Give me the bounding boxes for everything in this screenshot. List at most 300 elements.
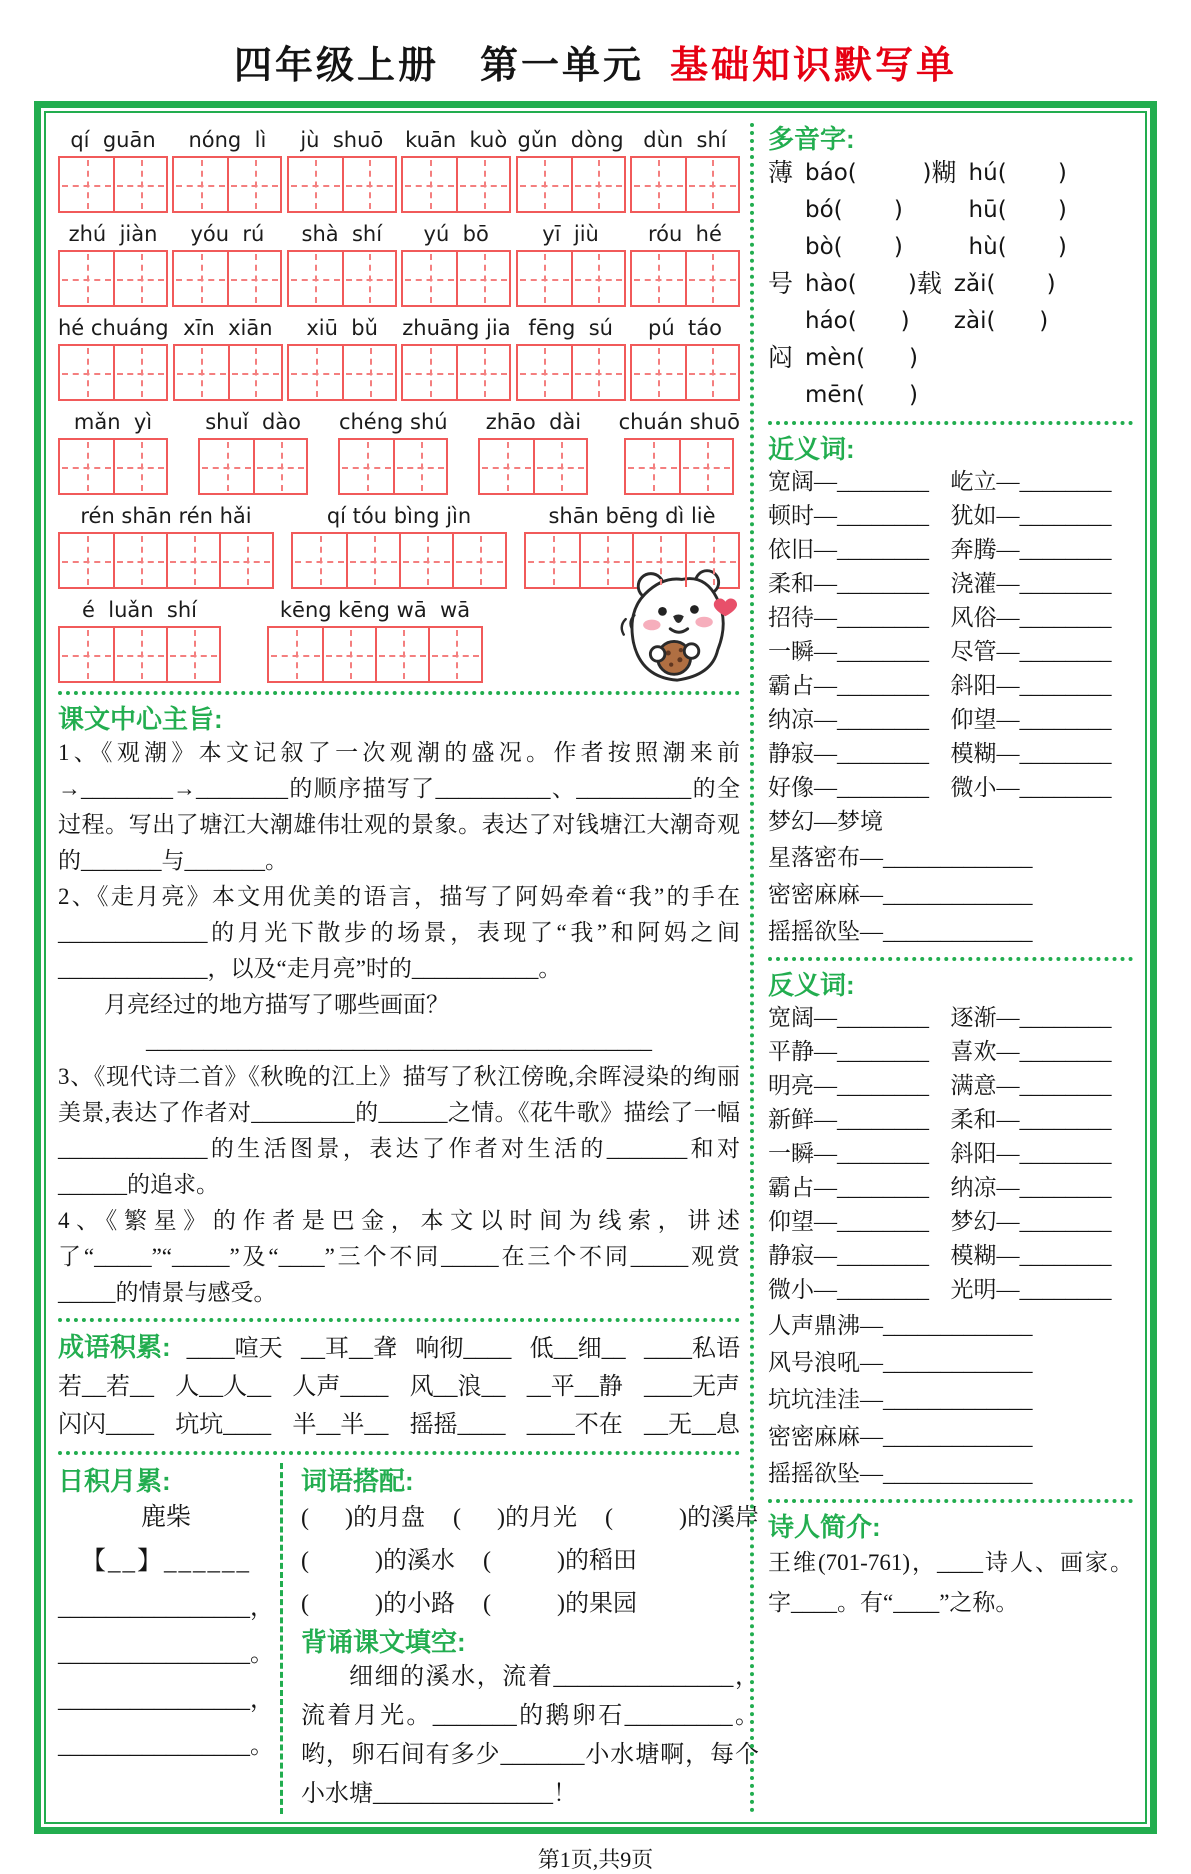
- pinyin-word-block: [267, 597, 483, 683]
- synonym-pair: [768, 567, 1133, 601]
- polyphone-groups: [768, 155, 1133, 414]
- idiom-item: ____喧天: [186, 1336, 283, 1362]
- dotted-divider: [58, 1318, 740, 1322]
- collocation-item: ( )的月光: [452, 1505, 577, 1531]
- idiom-item: 坑坑____: [175, 1412, 272, 1438]
- tianzige-cell: [322, 628, 375, 681]
- tianzige-cell: [60, 252, 113, 305]
- theme-paragraph-4: 4、《繁星》的作者是巴金，本文以时间为线索，讲述了“_____”“_____”及“____”三个不同_____在三个不同_____观赏_____的情景与感受。: [58, 1208, 740, 1305]
- page-title: [0, 34, 1191, 89]
- polyphone-entry: [917, 266, 1056, 340]
- tianzige-cell: [456, 346, 509, 399]
- pinyin-row: [58, 221, 740, 307]
- pinyin-row: [58, 503, 740, 589]
- collocation-item: ( )的溪岸: [604, 1505, 759, 1531]
- tianzige-cell: [166, 534, 219, 587]
- antonym-right: 梦幻—________: [950, 1209, 1112, 1234]
- tianzige-cell: [679, 440, 732, 493]
- dotted-divider: [768, 1499, 1133, 1503]
- poem-author-blank: 【__】______: [80, 1548, 251, 1575]
- idiom-items: [58, 1368, 740, 1406]
- tianzige-cell: [200, 440, 253, 493]
- pinyin-word-block: [287, 221, 397, 307]
- antonym-left: 明亮—________: [768, 1073, 929, 1098]
- synonym-long-item: 密密麻麻—_____________: [768, 882, 1033, 907]
- polyphone-row: [768, 155, 1133, 266]
- theme-question: 月亮经过的地方描写了哪些画面？: [104, 992, 449, 1017]
- tianzige-cell: [403, 346, 456, 399]
- collocation-item: ( )的月盘: [301, 1505, 425, 1531]
- antonym-right: 光明—________: [950, 1277, 1112, 1302]
- tianzige-cell: [526, 534, 579, 587]
- tianzige-grid: [401, 156, 511, 213]
- idiom-item: ____私语: [643, 1336, 740, 1362]
- tianzige-grid: [516, 344, 626, 401]
- synonym-left: 依旧—________: [768, 537, 929, 562]
- tianzige-cell: [174, 252, 227, 305]
- pinyin-word-block: [401, 127, 511, 213]
- polyphone-reading: zǎi( ): [953, 271, 1056, 297]
- antonym-pair: [768, 1205, 1133, 1239]
- antonym-pair: [768, 1137, 1133, 1171]
- theme-paragraph-2: 2、《走月亮》本文用优美的语言，描写了阿妈牵着“我”的手在_____________的月光下散步的场景，表现了“我”和阿妈之间_____________，以及“走月亮”时的___________。: [58, 884, 740, 981]
- pinyin-word-block: [630, 221, 740, 307]
- polyphone-reading: hū( ): [968, 197, 1067, 223]
- synonym-left: 纳凉—________: [768, 707, 929, 732]
- tianzige-grid: [58, 250, 168, 307]
- synonym-right: 尽管—________: [950, 639, 1112, 664]
- polyphone-row: [768, 340, 1133, 414]
- synonym-left: 柔和—________: [768, 571, 929, 596]
- tianzige-grid: [58, 344, 168, 401]
- collocation-item: ( )的小路: [301, 1591, 455, 1617]
- tianzige-cell: [685, 534, 738, 587]
- tianzige-grid: [287, 156, 397, 213]
- antonym-right: 斜阳—________: [950, 1141, 1112, 1166]
- idiom-items: [187, 1330, 740, 1368]
- pinyin-word-block: [516, 221, 626, 307]
- tianzige-cell: [340, 440, 393, 493]
- polyphone-reading: hào( ): [805, 271, 917, 297]
- pinyin-word-block: [172, 221, 282, 307]
- section-label-chengyu: 成语积累:: [58, 1332, 171, 1362]
- pinyin-word-block: [58, 597, 221, 683]
- tianzige-grid: [58, 626, 221, 683]
- idiom-item: 半__半__: [292, 1412, 389, 1438]
- pinyin-label: qí tóu bìng jìn: [326, 504, 472, 528]
- section-label-jinyici: 近义词:: [768, 434, 855, 464]
- recitation-fill-section: [301, 1626, 759, 1814]
- antonym-right: 喜欢—________: [950, 1039, 1112, 1064]
- antonym-long-item: 人声鼎沸—_____________: [768, 1313, 1033, 1338]
- worksheet-frame: [34, 101, 1157, 1834]
- tianzige-cell: [289, 158, 342, 211]
- antonym-right: 纳凉—________: [950, 1175, 1112, 1200]
- pinyin-word-block: [173, 315, 283, 401]
- tianzige-cell: [60, 346, 113, 399]
- tianzige-cell: [253, 440, 306, 493]
- tianzige-cell: [452, 534, 505, 587]
- tianzige-cell: [571, 346, 624, 399]
- tianzige-cell: [346, 534, 399, 587]
- tianzige-grid: [630, 344, 740, 401]
- synonym-right: 仰望—________: [950, 707, 1112, 732]
- tianzige-cell: [60, 440, 113, 493]
- section-label-dapei: 词语搭配:: [301, 1466, 414, 1496]
- theme-paragraph-1: 1、《观潮》本文记叙了一次观潮的盛况。作者按照潮来前→________→________的顺序描写了__________、__________的全过程。写出了塘江大潮雄伟壮观的景象。表达了对钱塘江大潮奇观的_______与_______。: [58, 740, 740, 873]
- polyphone-character: 闷: [768, 345, 794, 372]
- pinyin-word-block: [172, 127, 282, 213]
- tianzige-cell: [399, 534, 452, 587]
- section-label-fanyici: 反义词:: [768, 970, 855, 1000]
- antonym-right: 柔和—________: [950, 1107, 1112, 1132]
- tianzige-cell: [632, 534, 685, 587]
- pinyin-label: dùn shí: [643, 128, 727, 152]
- pinyin-label: yóu rú: [190, 222, 265, 246]
- poet-intro-section: [768, 1511, 1133, 1623]
- pinyin-word-block: [478, 409, 588, 495]
- polyphone-readings: [805, 266, 917, 340]
- pinyin-word-block: [58, 221, 168, 307]
- synonym-right: 模糊—________: [950, 741, 1112, 766]
- synonym-long-item: 摇摇欲坠—_____________: [768, 919, 1033, 944]
- polyphone-readings: [969, 155, 1067, 266]
- pinyin-label: é luǎn shí: [81, 598, 198, 622]
- pinyin-label: yī jiù: [542, 222, 599, 246]
- tianzige-cell: [113, 252, 166, 305]
- idiom-items: [58, 1406, 740, 1444]
- antonym-left: 平静—________: [768, 1039, 929, 1064]
- tianzige-cell: [113, 534, 166, 587]
- tianzige-cell: [403, 252, 456, 305]
- page-title-black: 四年级上册 第一单元: [233, 45, 644, 87]
- pinyin-label: xīn xiān: [183, 316, 273, 340]
- tianzige-cell: [571, 252, 624, 305]
- idiom-item: 摇摇____: [409, 1412, 506, 1438]
- synonym-given: 梦幻—梦境: [768, 809, 883, 834]
- pinyin-label: gǔn dòng: [517, 128, 624, 152]
- synonym-pairs: [768, 465, 1133, 805]
- pinyin-label: mǎn yì: [73, 410, 153, 434]
- idiom-item: 响彻____: [415, 1336, 512, 1362]
- antonym-pairs: [768, 1001, 1133, 1307]
- tianzige-grid: [624, 438, 734, 495]
- synonym-pair: [768, 601, 1133, 635]
- idiom-item: ____无声: [643, 1374, 740, 1400]
- synonym-right: 微小—________: [950, 775, 1112, 800]
- poem-blank-line: ________________，: [58, 1687, 274, 1713]
- tianzige-cell: [480, 440, 533, 493]
- tianzige-cell: [342, 252, 395, 305]
- tianzige-cell: [518, 252, 571, 305]
- poem-blank-line: ________________。: [58, 1641, 274, 1667]
- poem-blank-lines: [58, 1585, 274, 1769]
- antonym-left: 宽阔—________: [768, 1005, 929, 1030]
- synonym-left: 好像—________: [768, 775, 929, 800]
- tianzige-cell: [219, 534, 272, 587]
- antonym-right: 模糊—________: [950, 1243, 1112, 1268]
- antonym-left: 霸占—________: [768, 1175, 929, 1200]
- polyphone-readings: [954, 266, 1056, 340]
- antonym-pair: [768, 1035, 1133, 1069]
- idiom-item: __无__息: [643, 1412, 740, 1438]
- tianzige-grid: [516, 156, 626, 213]
- tianzige-grid: [287, 250, 397, 307]
- tianzige-cell: [227, 158, 280, 211]
- pinyin-word-block: [287, 127, 397, 213]
- antonym-long-items: [768, 1307, 1133, 1492]
- pinyin-label: zhāo dài: [485, 410, 582, 434]
- synonym-pair: [768, 465, 1133, 499]
- tianzige-cell: [228, 346, 281, 399]
- synonym-right: 犹如—________: [950, 503, 1112, 528]
- page-footer: 第1页,共9页: [537, 1847, 654, 1872]
- synonym-pair: [768, 771, 1133, 805]
- pinyin-word-block: [630, 127, 740, 213]
- antonym-right: 逐渐—________: [950, 1005, 1112, 1030]
- antonym-pair: [768, 1069, 1133, 1103]
- antonym-left: 仰望—________: [768, 1209, 929, 1234]
- polyphone-entry: [768, 340, 918, 414]
- tianzige-cell: [227, 252, 280, 305]
- idiom-row: [58, 1406, 740, 1444]
- tianzige-cell: [269, 628, 322, 681]
- tianzige-grid: [478, 438, 588, 495]
- pinyin-word-block: [58, 127, 168, 213]
- idiom-item: 风__浪__: [409, 1374, 506, 1400]
- polyphone-reading: bó( ): [805, 197, 903, 223]
- tianzige-grid: [401, 344, 511, 401]
- polyphone-character: 糊: [931, 160, 957, 187]
- tianzige-grid: [630, 250, 740, 307]
- dotted-divider: [768, 421, 1133, 425]
- tianzige-cell: [289, 346, 342, 399]
- idiom-item: __耳__聋: [301, 1336, 397, 1362]
- pinyin-label: zhú jiàn: [68, 222, 158, 246]
- pinyin-label: nóng lì: [188, 128, 267, 152]
- synonym-pair: [768, 499, 1133, 533]
- page-title-red: 基础知识默写单: [670, 45, 958, 87]
- daily-accumulation-section: [58, 1463, 274, 1814]
- synonym-pair: [768, 635, 1133, 669]
- antonym-section: [768, 969, 1133, 1492]
- antonym-pair: [768, 1001, 1133, 1035]
- polyphone-reading: zài( ): [953, 308, 1049, 334]
- pinyin-word-block: [630, 315, 740, 401]
- idiom-row: [58, 1368, 740, 1406]
- pinyin-word-block: [516, 315, 626, 401]
- pinyin-label: chuán shuō: [618, 410, 740, 434]
- tianzige-cell: [342, 346, 395, 399]
- tianzige-grid: [516, 250, 626, 307]
- idiom-item: __平__静: [526, 1374, 623, 1400]
- pinyin-label: xiū bǔ: [306, 316, 378, 340]
- pinyin-label: pú táo: [648, 316, 722, 340]
- idiom-item: 人__人__: [175, 1374, 272, 1400]
- tianzige-cell: [60, 628, 113, 681]
- polyphone-section: [768, 123, 1133, 414]
- pinyin-word-block: [401, 315, 511, 401]
- text-theme-section: [58, 703, 740, 1311]
- tianzige-grid: [172, 156, 282, 213]
- tianzige-cell: [342, 158, 395, 211]
- synonym-left: 宽阔—________: [768, 469, 929, 494]
- pinyin-label: shuǐ dào: [205, 410, 302, 434]
- synonym-pair: [768, 703, 1133, 737]
- polyphone-entry: [768, 155, 932, 266]
- pinyin-label: kēng kēng wā wā: [279, 598, 471, 622]
- tianzige-cell: [579, 534, 632, 587]
- synonym-right: 屹立—________: [950, 469, 1112, 494]
- polyphone-reading: bò( ): [805, 234, 903, 260]
- tianzige-cell: [685, 158, 738, 211]
- pinyin-word-block: [516, 127, 626, 213]
- idiom-item: 低__细__: [529, 1336, 626, 1362]
- synonym-pair: [768, 737, 1133, 771]
- tianzige-cell: [175, 346, 228, 399]
- tianzige-cell: [60, 158, 113, 211]
- antonym-pair: [768, 1239, 1133, 1273]
- tianzige-cell: [428, 628, 481, 681]
- section-label-beisong: 背诵课文填空:: [301, 1627, 466, 1657]
- idiom-item: ____不在: [526, 1412, 623, 1438]
- synonym-pair: [768, 669, 1133, 703]
- tianzige-cell: [375, 628, 428, 681]
- tianzige-cell: [393, 440, 446, 493]
- tianzige-cell: [113, 346, 166, 399]
- synonym-left: 霸占—________: [768, 673, 929, 698]
- poet-intro-text: 王维(701-761)，____诗人、画家。字____。有“____”之称。: [768, 1550, 1133, 1615]
- tianzige-grid: [401, 250, 511, 307]
- pinyin-label: róu hé: [647, 222, 722, 246]
- synonym-section: [768, 433, 1133, 950]
- collocation-row: [301, 1497, 759, 1540]
- antonym-left: 微小—________: [768, 1277, 929, 1302]
- pinyin-word-block: [524, 503, 740, 589]
- polyphone-reading: hú( ): [968, 160, 1067, 186]
- collocation-row: [301, 1540, 759, 1583]
- section-label-zhuzhi: 课文中心主旨:: [58, 704, 223, 734]
- section-label-duoyinzi: 多音字:: [768, 124, 855, 154]
- idiom-row: [58, 1330, 740, 1368]
- pinyin-word-block: [338, 409, 448, 495]
- idiom-item: 闪闪____: [58, 1412, 154, 1438]
- answer-blank-line: ____________________________________________: [146, 1028, 652, 1053]
- theme-paragraph-3: 3、《现代诗二首》《秋晚的江上》描写了秋江傍晚,余晖浸染的绚丽美景,表达了作者对_________的______之情。《花牛歌》描绘了一幅_____________的生活图景，表达了作者对生活的_______和对______的追求。: [58, 1064, 740, 1197]
- antonym-long-item: 摇摇欲坠—_____________: [768, 1461, 1033, 1486]
- tianzige-grid: [267, 626, 483, 683]
- pinyin-word-block: [291, 503, 507, 589]
- polyphone-reading: báo( ): [805, 160, 932, 186]
- synonym-right: 斜阳—________: [950, 673, 1112, 698]
- synonym-left: 招待—________: [768, 605, 929, 630]
- pinyin-label: jù shuō: [300, 128, 384, 152]
- polyphone-character: 号: [768, 271, 794, 298]
- antonym-left: 一瞬—________: [768, 1141, 929, 1166]
- poem-title: 鹿柴: [140, 1504, 191, 1531]
- antonym-long-item: 密密麻麻—_____________: [768, 1424, 1033, 1449]
- antonym-left: 新鲜—________: [768, 1107, 929, 1132]
- polyphone-character: 载: [916, 271, 942, 298]
- section-label-shiren: 诗人简介:: [768, 1512, 881, 1542]
- synonym-right: 浇灌—________: [950, 571, 1112, 596]
- tianzige-grid: [58, 532, 274, 589]
- tianzige-cell: [533, 440, 586, 493]
- tianzige-grid: [524, 532, 740, 589]
- synonym-right: 风俗—________: [950, 605, 1112, 630]
- pinyin-label: chéng shú: [338, 410, 448, 434]
- tianzige-cell: [403, 158, 456, 211]
- tianzige-cell: [174, 158, 227, 211]
- tianzige-grid: [291, 532, 507, 589]
- synonym-long-item: 星落密布—_____________: [768, 845, 1033, 870]
- idiom-item: 若__若__: [58, 1374, 154, 1400]
- synonym-long-items: [768, 839, 1133, 950]
- tianzige-cell: [289, 252, 342, 305]
- tianzige-cell: [626, 440, 679, 493]
- pinyin-label: yú bō: [423, 222, 489, 246]
- idiom-section: [58, 1330, 740, 1444]
- collocation-item: ( )的稻田: [482, 1548, 637, 1574]
- tianzige-grid: [338, 438, 448, 495]
- pinyin-label: shà shí: [301, 222, 383, 246]
- polyphone-entry: [768, 266, 917, 340]
- bottom-area: [58, 1463, 759, 1814]
- antonym-long-item: 坑坑洼洼—_____________: [768, 1387, 1033, 1412]
- collocation-item: ( )的溪水: [301, 1548, 455, 1574]
- polyphone-row: [768, 266, 1133, 340]
- polyphone-entry: [932, 155, 1067, 266]
- tianzige-cell: [456, 158, 509, 211]
- antonym-pair: [768, 1171, 1133, 1205]
- antonym-long-item: 风号浪吼—_____________: [768, 1350, 1033, 1375]
- tianzige-grid: [58, 156, 168, 213]
- tianzige-cell: [166, 628, 219, 681]
- pinyin-word-block: [58, 409, 168, 495]
- pinyin-word-block: [58, 315, 169, 401]
- tianzige-cell: [113, 628, 166, 681]
- tianzige-cell: [632, 252, 685, 305]
- antonym-pair: [768, 1103, 1133, 1137]
- tianzige-cell: [632, 158, 685, 211]
- tianzige-cell: [456, 252, 509, 305]
- tianzige-cell: [293, 534, 346, 587]
- antonym-left: 静寂—________: [768, 1243, 929, 1268]
- poem-blank-line: ________________。: [58, 1733, 274, 1759]
- polyphone-character: 薄: [768, 160, 794, 187]
- tianzige-cell: [60, 534, 113, 587]
- polyphone-reading: háo( ): [805, 308, 910, 334]
- pinyin-label: kuān kuò: [405, 128, 508, 152]
- dotted-divider: [58, 691, 740, 695]
- pinyin-label: zhuāng jia: [402, 316, 511, 340]
- pinyin-word-block: [401, 221, 511, 307]
- pinyin-row: [58, 315, 740, 401]
- tianzige-grid: [173, 344, 283, 401]
- tianzige-cell: [571, 158, 624, 211]
- synonym-left: 静寂—________: [768, 741, 929, 766]
- dotted-divider: [768, 957, 1133, 961]
- tianzige-grid: [198, 438, 308, 495]
- antonym-right: 满意—________: [950, 1073, 1112, 1098]
- dotted-divider: [58, 1451, 740, 1455]
- pinyin-row: [58, 409, 740, 495]
- pinyin-label: shān bēng dì liè: [548, 504, 716, 528]
- synonym-pair: [768, 533, 1133, 567]
- tianzige-grid: [287, 344, 397, 401]
- side-column: [750, 123, 1133, 1814]
- recitation-text: 细细的溪水，流着_______________，流着月光。_______的鹅卵石_________。哟，卵石间有多少_______小水塘啊，每个小水塘_______________！: [301, 1664, 759, 1807]
